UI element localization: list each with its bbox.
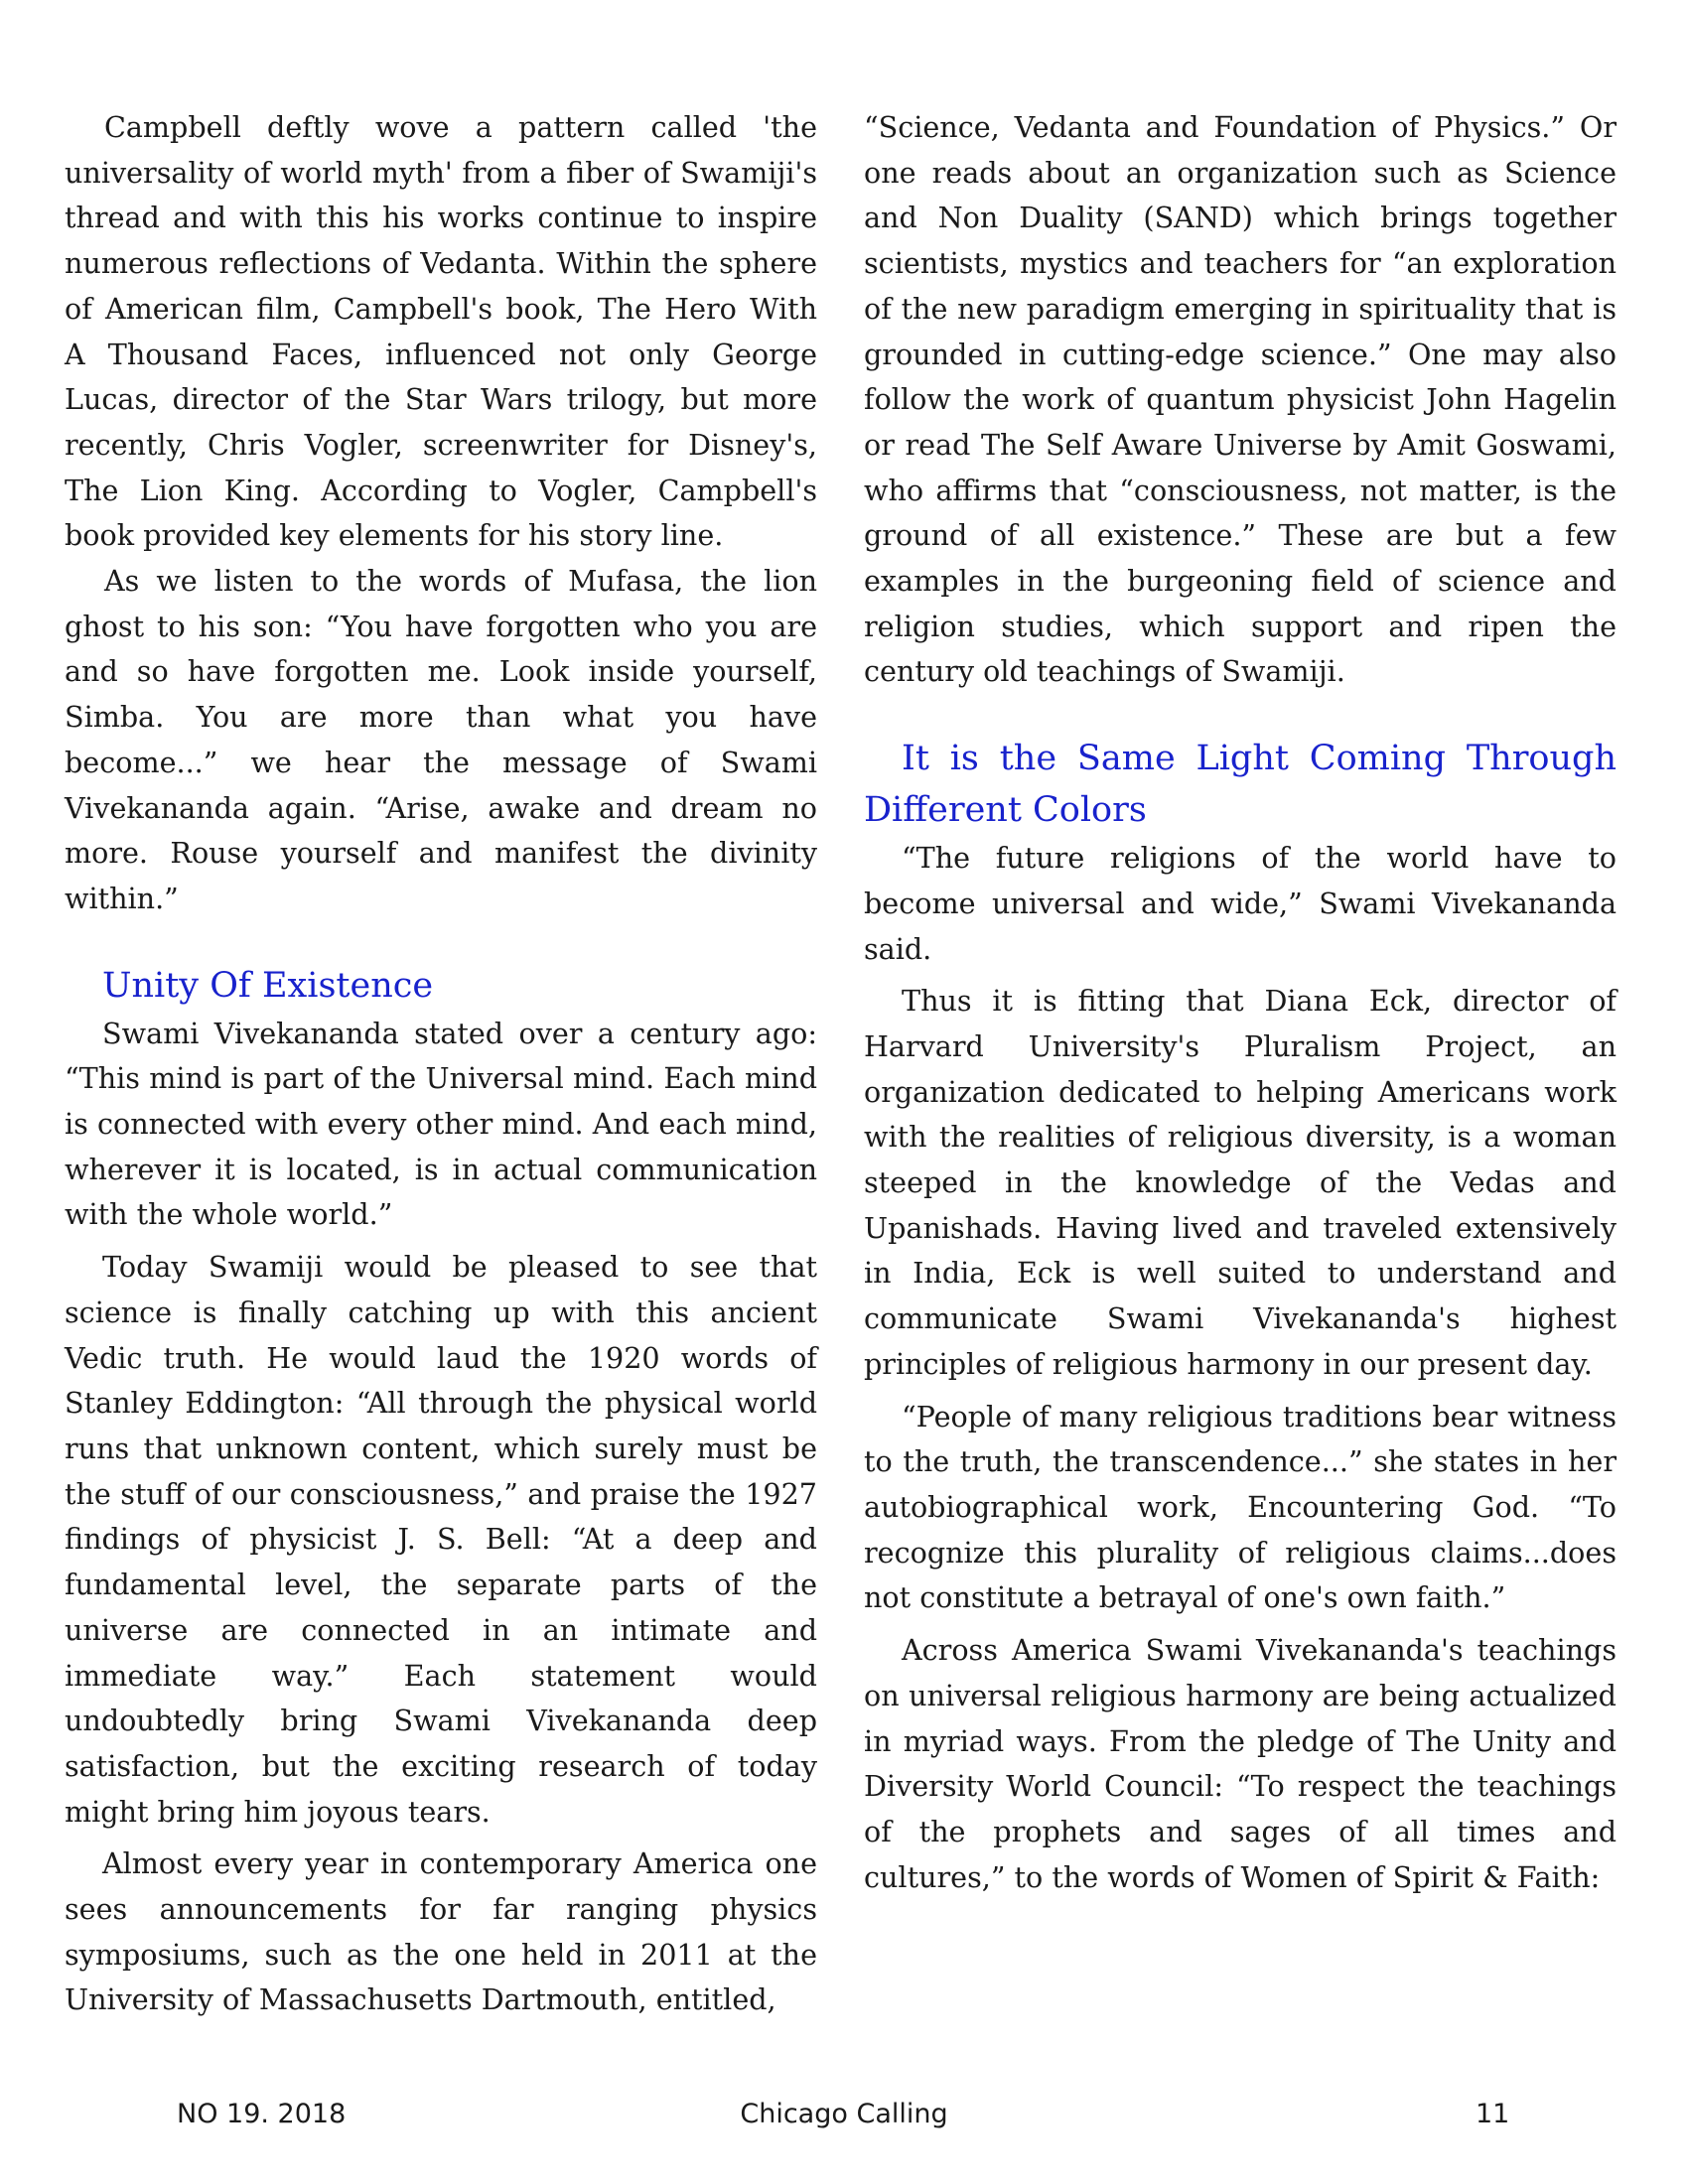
paragraph-religious-traditions: “People of many religious traditions bear witness to the truth, the transcendence...” she states in her autobiographical work, Encountering God. “To recognize this plurality of religious claims...does not constitute a betrayal of one's own faith.”: [864, 1399, 1617, 1615]
paragraph-science-catching-up: Today Swamiji would be pleased to see that science is finally catching up with this ancient Vedic truth. He would laud the 1920 words of Stanley Eddington: “All through the physical world runs that unknown content, which surely must be the stuff of our consciousness,” and praise the 1927 findings of physicist J. S. Bell: “At a deep and fundamental level, the separate parts of the universe are connected in an intimate and immediate way.” Each statement would undoubtedly bring Swami Vivekananda deep satisfaction, but the exciting research of today might bring him joyous tears.: [65, 1250, 817, 1829]
paragraph-across-america: Across America Swami Vivekananda's teachings on universal religious harmony are being actualized in myriad ways. From the pledge of The Unity and Diversity World Council: “To respect the teachings of the prophets and sages of all times and cultures,” to the words of Women of Spirit & Faith:: [864, 1633, 1617, 1894]
paragraph-physics-symposiums: Almost every year in contemporary America one sees announcements for far ranging physics symposiums, such as the one held in 2011 at the University of Massachusetts Dartmouth, entitled,: [65, 1846, 817, 2017]
footer-page-number: 11: [1476, 2099, 1510, 2129]
paragraph-universal-mind: Swami Vivekananda stated over a century ago: “This mind is part of the Universal mind. Each mind is connected with every other mind. And each mind, wherever it is located, is in actual communication with the whole world.”: [65, 1016, 817, 1232]
paragraph-campbell: Campbell deftly wove a pattern called 'the universality of world myth' from a fiber of Swamiji's thread and with this his works continue to inspire numerous reflections of Vedanta. Within the sphere of American film, Campbell's book, The Hero With A Thousand Faces, influenced not only George Lucas, director of the Star Wars trilogy, but more recently, Chris Vogler, screenwriter for Disney's, The Lion King. According to Vogler, Campbell's book provided key elements for his story line.: [65, 110, 817, 553]
heading-same-light: It is the Same Light Coming Through Different Colors: [864, 739, 1617, 831]
left-column: [65, 105, 817, 2023]
heading-unity-of-existence: Unity Of Existence: [102, 965, 434, 1006]
paragraph-mufasa: As we listen to the words of Mufasa, the lion ghost to his son: “You have forgotten who you are and so have forgotten me. Look inside yourself, Simba. You are more than what you have become...” we hear the message of Swami Vivekananda again. “Arise, awake and dream no more. Rouse yourself and manifest the divinity within.”: [65, 564, 817, 915]
footer-publication-title: Chicago Calling: [740, 2099, 948, 2129]
paragraph-science-vedanta: “Science, Vedanta and Foundation of Physics.” Or one reads about an organization such as Science and Non Duality (SAND) which brings together scientists, mystics and teachers for “an exploration of the new paradigm emerging in spirituality that is grounded in cutting-edge science.” One may also follow the work of quantum physicist John Hagelin or read The Self Aware Universe by Amit Goswami, who affirms that “consciousness, not matter, is the ground of all existence.” These are but a few examples in the burgeoning field of science and religion studies, which support and ripen the century old teachings of Swamiji.: [864, 110, 1617, 689]
paragraph-future-religions: “The future religions of the world have to become universal and wide,” Swami Vivekananda said.: [864, 841, 1617, 966]
paragraph-diana-eck: Thus it is fitting that Diana Eck, director of Harvard University's Pluralism Project, an organization dedicated to helping Americans work with the realities of religious diversity, is a woman steeped in the knowledge of the Vedas and Upanishads. Having lived and traveled extensively in India, Eck is well suited to understand and communicate Swami Vivekananda's highest principles of religious harmony in our present day.: [864, 984, 1617, 1381]
right-column: [864, 105, 1617, 1900]
footer-issue: NO 19. 2018: [177, 2099, 347, 2129]
